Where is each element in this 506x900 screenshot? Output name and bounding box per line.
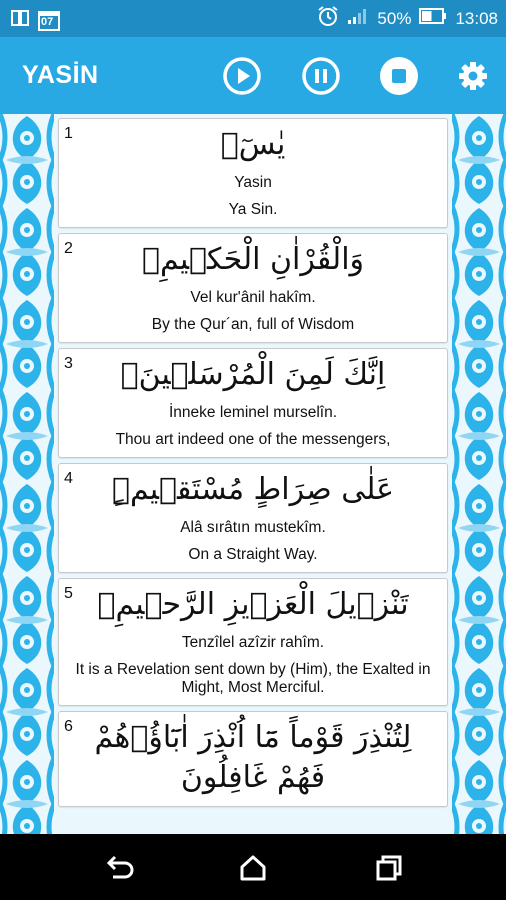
play-button[interactable] bbox=[222, 56, 262, 96]
verse-translation: By the Qur´an, full of Wisdom bbox=[151, 316, 355, 333]
battery-icon bbox=[419, 8, 447, 29]
back-button[interactable] bbox=[103, 851, 137, 885]
verse-card[interactable] bbox=[58, 233, 448, 343]
verse-card[interactable] bbox=[58, 348, 448, 458]
verse-number: 5 bbox=[64, 585, 73, 602]
book-icon bbox=[10, 8, 30, 32]
recents-icon bbox=[372, 851, 406, 885]
battery-percent: 50% bbox=[377, 8, 412, 28]
verse-list-area[interactable] bbox=[0, 114, 506, 834]
clock-time: 13:08 bbox=[455, 8, 498, 28]
verse-arabic: وَالْقُرْاٰنِ الْحَك۪يمِۙ bbox=[141, 242, 365, 277]
ornament-border-left bbox=[0, 114, 54, 834]
home-icon bbox=[236, 851, 270, 885]
pause-icon bbox=[301, 56, 341, 96]
verse-arabic: اِنَّكَ لَمِنَ الْمُرْسَل۪ينَۙ bbox=[120, 357, 386, 392]
stop-icon bbox=[379, 56, 419, 96]
verse-card[interactable] bbox=[58, 711, 448, 807]
status-bar bbox=[0, 0, 506, 37]
signal-icon bbox=[347, 7, 369, 30]
verse-number: 3 bbox=[64, 355, 73, 372]
back-icon bbox=[103, 851, 137, 885]
alarm-clock-icon bbox=[317, 5, 339, 32]
home-button[interactable] bbox=[236, 851, 270, 885]
stop-button[interactable] bbox=[379, 56, 419, 96]
verse-transliteration: Tenzîlel azîzir rahîm. bbox=[181, 634, 325, 651]
recents-button[interactable] bbox=[372, 851, 406, 885]
settings-icon bbox=[455, 56, 491, 96]
verse-translation: On a Straight Way. bbox=[188, 546, 318, 563]
settings-button[interactable] bbox=[455, 56, 491, 96]
verse-arabic: لِتُنْذِرَ قَوْماً مَٓا اُنْذِرَ اٰبَٓاؤُ۬هُمْ فَهُمْ غَافِلُونَ bbox=[94, 720, 412, 795]
verse-number: 6 bbox=[64, 718, 73, 735]
app-title: YASİN bbox=[22, 61, 99, 89]
verse-arabic: يٰسٓۚ bbox=[220, 127, 286, 162]
verse-transliteration: Alâ sırâtın mustekîm. bbox=[180, 519, 326, 536]
navigation-bar bbox=[0, 834, 506, 900]
verse-translation: It is a Revelation sent down by (Him), the Exalted in Might, Most Merciful. bbox=[75, 661, 431, 696]
verse-number: 1 bbox=[64, 125, 73, 142]
verse-transliteration: Yasin bbox=[234, 174, 272, 191]
play-icon bbox=[222, 56, 262, 96]
verse-transliteration: İnneke leminel murselîn. bbox=[169, 404, 337, 421]
verse-card[interactable] bbox=[58, 118, 448, 228]
verse-list bbox=[58, 118, 448, 812]
ornament-border-right bbox=[452, 114, 506, 834]
verse-arabic: تَنْز۪يلَ الْعَز۪يزِ الرَّح۪يمِۙ bbox=[97, 587, 409, 622]
verse-translation: Ya Sin. bbox=[228, 201, 278, 218]
verse-card[interactable] bbox=[58, 578, 448, 706]
verse-card[interactable] bbox=[58, 463, 448, 573]
verse-number: 2 bbox=[64, 240, 73, 257]
verse-number: 4 bbox=[64, 470, 73, 487]
verse-transliteration: Vel kur'ânil hakîm. bbox=[190, 289, 316, 306]
verse-translation: Thou art indeed one of the messengers, bbox=[115, 431, 391, 448]
app-bar bbox=[0, 37, 506, 114]
calendar-icon bbox=[38, 9, 60, 31]
pause-button[interactable] bbox=[301, 56, 341, 96]
verse-arabic: عَلٰى صِرَاطٍ مُسْتَق۪يمٍۜ bbox=[111, 472, 395, 507]
calendar-day: 07 bbox=[41, 16, 54, 28]
